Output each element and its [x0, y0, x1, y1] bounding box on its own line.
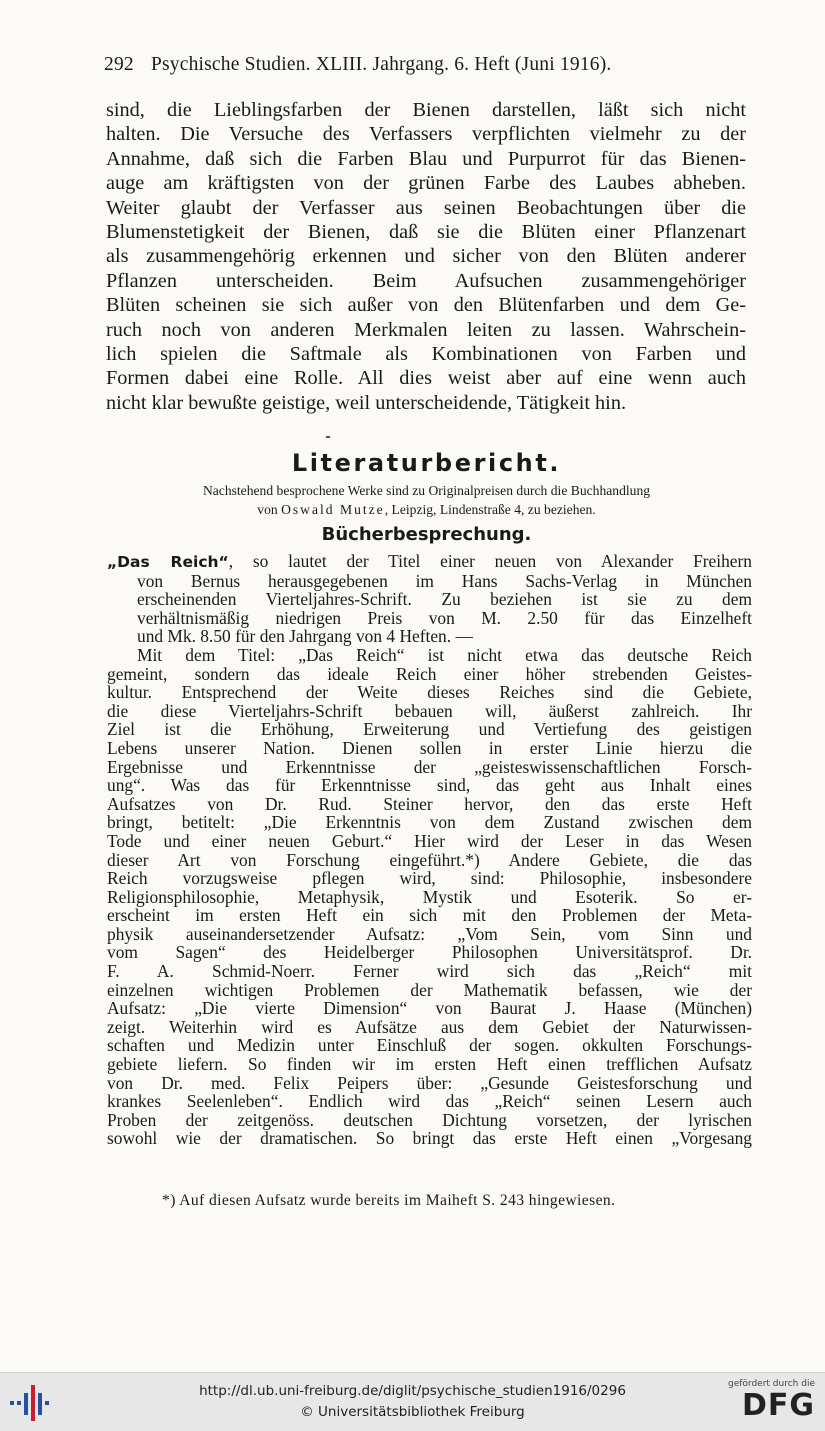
note-prefix: von [257, 502, 278, 517]
text-line: halten. Die Versuche des Verfassers verpflichten vielmehr zu der [106, 123, 746, 146]
text-line: Aufsatz: „Die vierte Dimension“ von Baurat J. Haase (München) [107, 998, 752, 1019]
text-line: physik auseinandersetzender Aufsatz: „Vom Sein, vom Sinn und [107, 923, 752, 944]
text-line: Tode und einer neuen Geburt.“ Hier wird der Leser in das Wesen [107, 830, 752, 851]
text-line: ung“. Was das für Erkenntnisse sind, das geht aus Inhalt eines [107, 775, 752, 796]
text-line: F. A. Schmid-Noerr. Ferner wird sich das „Reich“ mit [107, 961, 752, 982]
text-line: krankes Seelenleben“. Endlich wird das „Reich“ seinen Lesern auch [107, 1091, 752, 1112]
text-line: einzelnen wichtigen Problemen der Mathematik befassen, wie der [107, 979, 752, 1000]
copyright-line: © Universitätsbibliothek Freiburg [300, 1404, 525, 1420]
publisher-name: Oswald Mutze [281, 502, 385, 517]
text-line: Pflanzen unterscheiden. Beim Aufsuchen zusammengehöriger [106, 269, 746, 292]
text-line: Ergebnisse und Erkenntnisse der „geisteswissenschaftlichen Forsch- [107, 756, 752, 777]
text-line: Proben der zeitgenöss. deutschen Dichtung vorsetzen, der lyrischen [107, 1109, 752, 1130]
text-line: von Bernus herausgegebenen im Hans Sachs-Verlag in München [137, 570, 752, 591]
text-line: Mit dem Titel: „Das Reich“ ist nicht etwa das deutsche Reich [137, 644, 752, 665]
document-url[interactable]: http://dl.ub.uni-freiburg.de/diglit/psychische_studien1916/0296 [199, 1383, 626, 1399]
text-line: Aufsatzes von Dr. Rud. Steiner hervor, den das erste Heft [107, 793, 752, 814]
review-first-line [107, 552, 752, 572]
note-suffix: , Leipzig, Lindenstraße 4, zu beziehen. [384, 502, 596, 517]
paragraph-bees [106, 98, 746, 415]
text-line: sind, die Lieblingsfarben der Bienen darstellen, läßt sich nicht [106, 99, 746, 121]
text-line: zeigt. Weiterhin wird es Aufsätze aus dem Gebiet der Naturwissen- [107, 1016, 752, 1037]
text-line: die diese Vierteljahrs-Schrift bebauen will, äußerst zahlreich. Ihr [107, 700, 752, 721]
text-line: erscheinenden Vierteljahres-Schrift. Zu beziehen ist sie zu dem [137, 589, 752, 610]
page-number: 292 [104, 54, 134, 75]
review-text [107, 552, 752, 1148]
running-header [104, 54, 726, 76]
text-line: auge am kräftigsten von der grünen Farbe des Laubes abheben. [106, 172, 746, 195]
text-line: ruch noch von anderen Merkmalen leiten zu lassen. Wahrschein- [106, 318, 746, 341]
text-line: Blüten scheinen sie sich außer von den Blütenfarben und dem Ge- [106, 294, 746, 317]
running-title: Psychische Studien. XLIII. Jahrgang. 6. Heft (Juni 1916). [150, 54, 612, 75]
text-line: dieser Art von Forschung eingeführt.*) Andere Gebiete, die das [107, 849, 752, 870]
text-line: Weiter glaubt der Verfasser aus seinen Beobachtungen über die [106, 196, 746, 219]
text-line: gebiete liefern. So finden wir im ersten Heft einen trefflichen Aufsatz [107, 1054, 752, 1075]
text-line: nicht klar bewußte geistige, weil unterscheidende, Tätigkeit hin. [106, 391, 627, 414]
text-line: gemeint, sondern das ideale Reich einer höher strebenden Geistes- [107, 663, 752, 684]
text-line: schaften und Medizin unter Einschluß der sogen. okkulten Forschungs- [107, 1035, 752, 1056]
text-line: von Dr. med. Felix Peipers über: „Gesunde Geistesforschung und [107, 1072, 752, 1093]
text-line: erscheint im ersten Heft ein sich mit den Problemen der Meta- [107, 905, 752, 926]
text-line: Lebens unserer Nation. Dienen sollen in erster Linie hierzu die [107, 737, 752, 758]
text-line: Ziel ist die Erhöhung, Erweiterung und Vertiefung des geistigen [107, 719, 752, 740]
text-line: Reich vorzugsweise pflegen wird, sind: Philosophie, insbesondere [107, 868, 752, 889]
text-line: Religionsphilosophie, Metaphysik, Mystik und Esoterik. So er- [107, 886, 752, 907]
separator-mark [326, 436, 330, 438]
text-line: und Mk. 8.50 für den Jahrgang von 4 Heften. — [137, 626, 473, 647]
section-title: Literaturbericht. [291, 449, 562, 477]
subsection-title: Bücherbesprechung. [321, 524, 532, 545]
section-note-line-1: Nachstehend besprochene Werke sind zu Originalpreisen durch die Buchhandlung [202, 483, 651, 498]
text-line: sowohl wie der dramatischen. So bringt das erste Heft einen „Vorgesang [107, 1128, 752, 1149]
text-line: lich spielen die Saftmale als Kombinationen von Farben und [106, 343, 746, 366]
review-first-line-rest: , so lautet der Titel einer neuen von Alexander Freihern [228, 551, 752, 571]
text-line: kultur. Entsprechend der Weite dieses Reiches sind die Gebiete, [107, 682, 752, 703]
text-line: bringt, betitelt: „Die Erkenntnis von dem Zustand zwischen dem [107, 812, 752, 833]
review-work-title: „Das Reich“ [107, 553, 229, 571]
dfg-logo[interactable]: DFG [741, 1388, 815, 1423]
sponsor-note: gefördert durch die [728, 1379, 815, 1389]
text-line: Annahme, daß sich die Farben Blau und Purpurrot für das Bienen- [106, 147, 746, 170]
text-line: als zusammengehörig erkennen und sicher von den Blüten anderer [106, 245, 746, 268]
section-note-line-2 [0, 502, 825, 518]
footnote: *) Auf diesen Aufsatz wurde bereits im Maiheft S. 243 hingewiesen. [162, 1192, 616, 1209]
text-line: Formen dabei eine Rolle. All dies weist aber auf eine wenn auch [106, 367, 746, 390]
text-line: vom Sagen“ des Heidelberger Philosophen Universitätsprof. Dr. [107, 942, 752, 963]
text-line: Blumenstetigkeit der Bienen, daß sie die Blüten einer Pflanzenart [106, 221, 746, 244]
text-line: verhältnismäßig niedrigen Preis von M. 2.50 für das Einzelheft [137, 607, 752, 628]
viewer-footer-bar [0, 1372, 825, 1431]
